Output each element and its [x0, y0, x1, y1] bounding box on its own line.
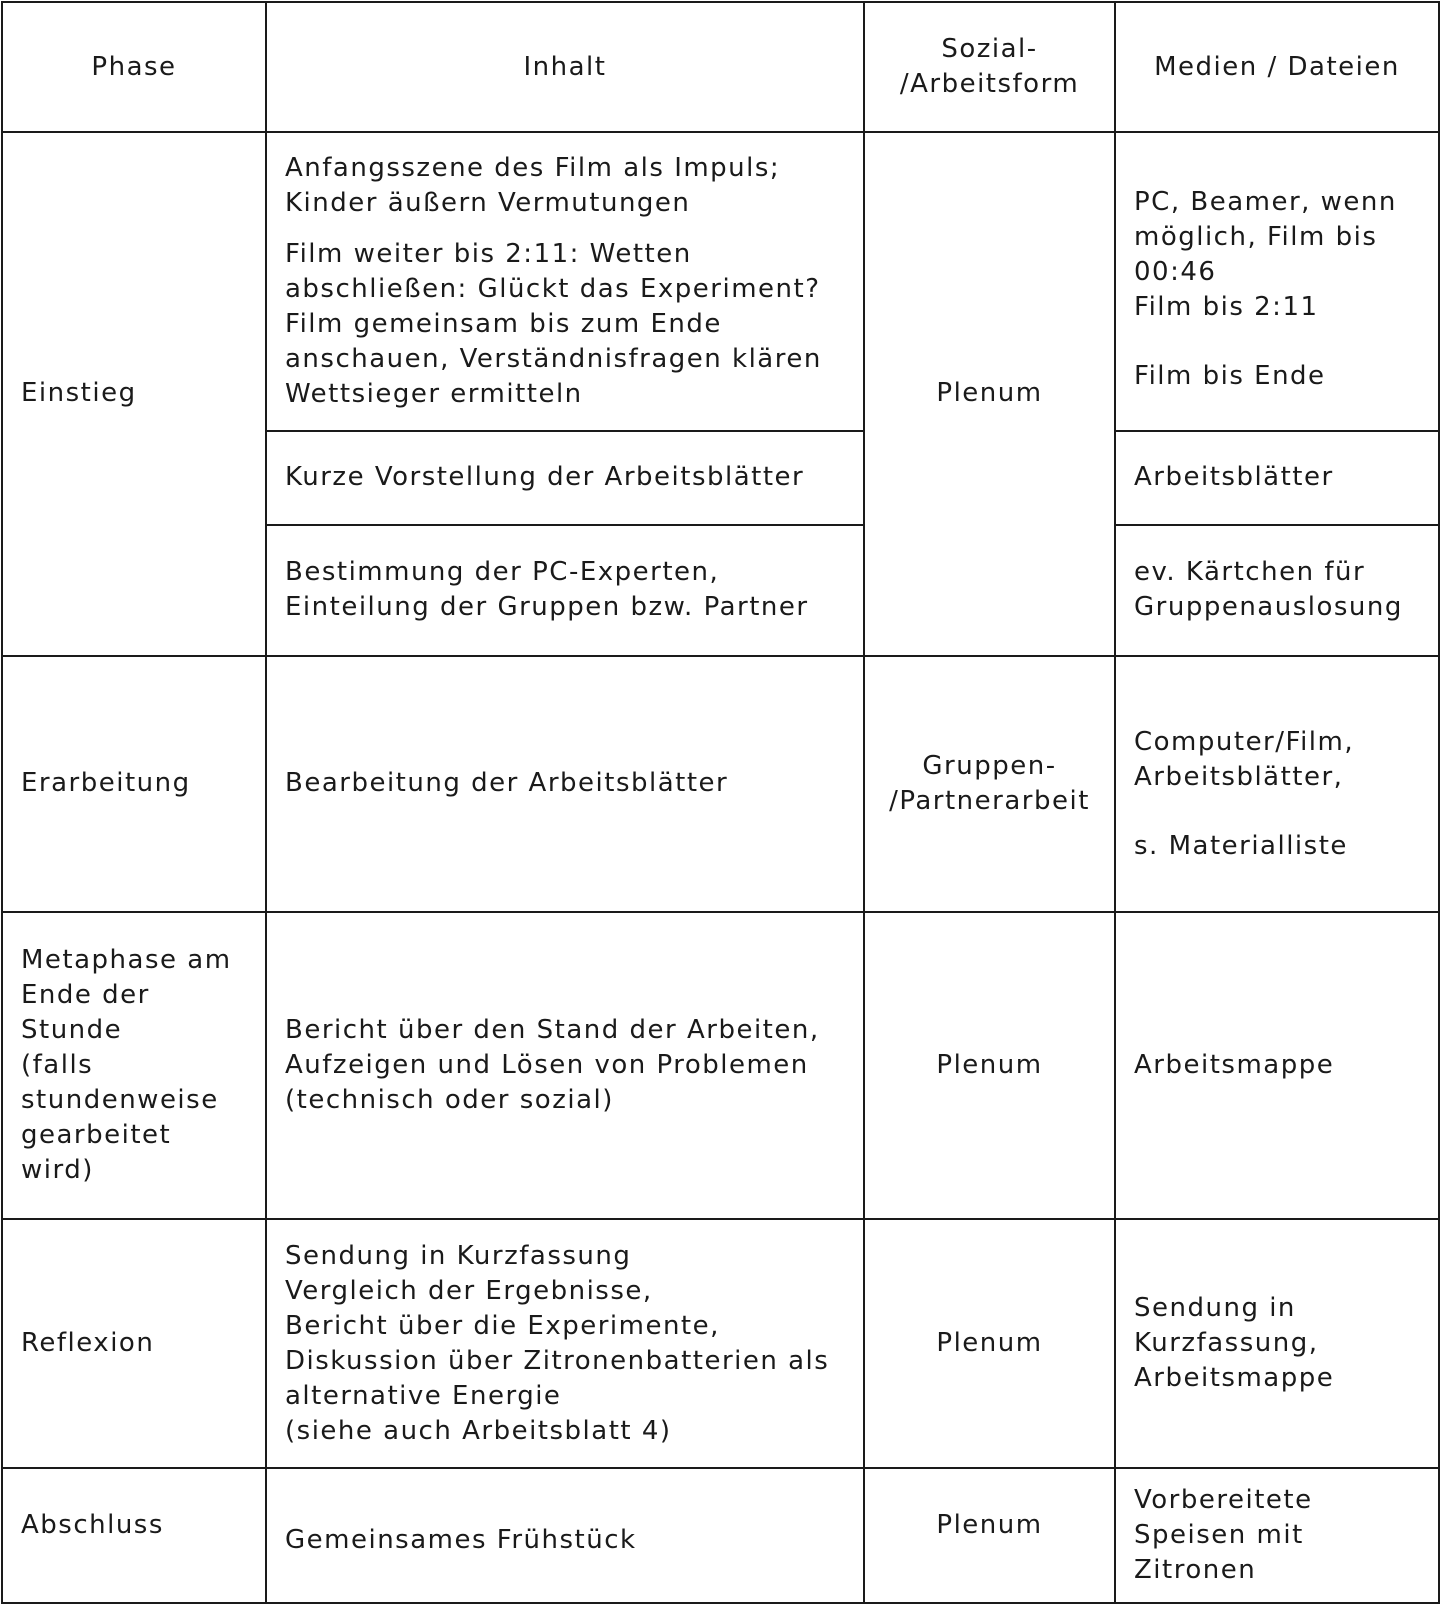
lesson-plan-table — [1, 1, 1440, 1604]
text-line: (siehe auch Arbeitsblatt 4) — [285, 1415, 672, 1446]
text-line: alternative Energie — [285, 1380, 562, 1411]
medien-cell: Arbeitsmappe — [1115, 912, 1439, 1219]
text-line: abschließen: Glückt das Experiment? — [285, 273, 821, 304]
text-line: Metaphase am — [21, 945, 232, 976]
phase-reflexion: Reflexion — [2, 1219, 266, 1467]
text-line: Gruppenauslosung — [1134, 592, 1403, 623]
text-line: Vorbereitete — [1134, 1484, 1313, 1515]
inhalt-cell: Gemeinsames Frühstück — [266, 1468, 864, 1603]
text-line: Zitronen — [1134, 1554, 1257, 1585]
inhalt-cell — [266, 525, 864, 656]
text-line: Aufzeigen und Lösen von Problemen — [285, 1050, 809, 1081]
text-line: PC, Beamer, wenn — [1134, 186, 1397, 217]
text-line: Gruppen- — [922, 750, 1057, 781]
text-line: Anfangsszene des Film als Impuls; — [285, 152, 781, 183]
text-line: Film gemeinsam bis zum Ende — [285, 308, 722, 339]
text-line: Arbeitsmappe — [1134, 1363, 1335, 1394]
text-line: wird) — [21, 1155, 94, 1186]
sozialform-metaphase: Plenum — [864, 912, 1115, 1219]
text-line: stundenweise — [21, 1085, 219, 1116]
sozialform-einstieg: Plenum — [864, 132, 1115, 656]
header-sozialform-line: Sozial- — [941, 34, 1038, 65]
text-line: Sendung in — [1134, 1293, 1296, 1324]
inhalt-cell — [266, 1219, 864, 1467]
inhalt-cell: Kurze Vorstellung der Arbeitsblätter — [266, 431, 864, 525]
table-row — [2, 1468, 1439, 1603]
spacer — [1134, 795, 1420, 829]
text-line: (technisch oder sozial) — [285, 1085, 614, 1116]
phase-erarbeitung: Erarbeitung — [2, 656, 266, 912]
text-line: möglich, Film bis — [1134, 221, 1378, 252]
text-line: gearbeitet — [21, 1120, 172, 1151]
text-line: Diskussion über Zitronenbatterien als — [285, 1345, 830, 1376]
table-row — [2, 912, 1439, 1219]
header-inhalt: Inhalt — [266, 2, 864, 132]
text-line: Wettsieger ermitteln — [285, 378, 583, 409]
text-line: Vergleich der Ergebnisse, — [285, 1275, 653, 1306]
phase-metaphase — [2, 912, 266, 1219]
text-line: Film bis Ende — [1134, 360, 1326, 391]
header-sozialform — [864, 2, 1115, 132]
phase-abschluss: Abschluss — [2, 1468, 266, 1603]
spacer — [285, 221, 845, 237]
text-line: Bestimmung der PC-Experten, — [285, 557, 720, 588]
medien-cell — [1115, 1219, 1439, 1467]
header-sozialform-line: /Arbeitsform — [899, 69, 1080, 100]
inhalt-cell — [266, 132, 864, 430]
table-row — [2, 656, 1439, 912]
sozialform-reflexion: Plenum — [864, 1219, 1115, 1467]
text-line: Film bis 2:11 — [1134, 291, 1319, 322]
text-line: ev. Kärtchen für — [1134, 557, 1366, 588]
text-line: Stunde — [21, 1015, 123, 1046]
sozialform-abschluss: Plenum — [864, 1468, 1115, 1603]
text-line: s. Materialliste — [1134, 831, 1348, 862]
inhalt-cell — [266, 912, 864, 1219]
text-line: Bericht über die Experimente, — [285, 1310, 720, 1341]
header-phase: Phase — [2, 2, 266, 132]
text-line: Film weiter bis 2:11: Wetten — [285, 238, 692, 269]
spacer — [1134, 325, 1420, 359]
medien-cell — [1115, 656, 1439, 912]
phase-einstieg: Einstieg — [2, 132, 266, 656]
text-line: Arbeitsblätter, — [1134, 762, 1344, 793]
text-line: Kinder äußern Vermutungen — [285, 187, 691, 218]
table-row — [2, 132, 1439, 430]
text-line: Ende der — [21, 980, 150, 1011]
text-line: Speisen mit — [1134, 1519, 1304, 1550]
medien-cell: Arbeitsblätter — [1115, 431, 1439, 525]
sozialform-erarbeitung — [864, 656, 1115, 912]
medien-cell — [1115, 132, 1439, 430]
medien-cell — [1115, 1468, 1439, 1603]
header-row — [2, 2, 1439, 132]
text-line: Sendung in Kurzfassung — [285, 1240, 632, 1271]
medien-cell — [1115, 525, 1439, 656]
table-row — [2, 1219, 1439, 1467]
text-line: 00:46 — [1134, 256, 1217, 287]
text-line: (falls — [21, 1050, 94, 1081]
header-medien: Medien / Dateien — [1115, 2, 1439, 132]
inhalt-cell: Bearbeitung der Arbeitsblätter — [266, 656, 864, 912]
text-line: anschauen, Verständnisfragen klären — [285, 343, 822, 374]
text-line: Einteilung der Gruppen bzw. Partner — [285, 592, 809, 623]
text-line: /Partnerarbeit — [889, 785, 1090, 816]
text-line: Bericht über den Stand der Arbeiten, — [285, 1015, 820, 1046]
text-line: Computer/Film, — [1134, 727, 1355, 758]
text-line: Kurzfassung, — [1134, 1328, 1319, 1359]
